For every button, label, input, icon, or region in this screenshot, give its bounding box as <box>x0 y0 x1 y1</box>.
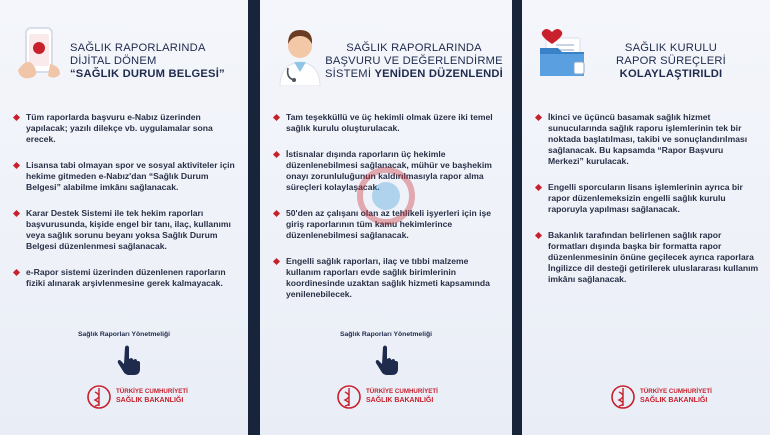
phone-icon <box>12 24 68 84</box>
list-item-text: Tam teşekküllü ve üç hekimli olmak üzere iki temel sağlık kurulu oluşturulacak. <box>286 112 493 133</box>
doctor-icon <box>272 24 328 84</box>
title-line-3 <box>322 68 506 81</box>
list-item <box>274 256 502 300</box>
hand-pointer-icon <box>374 343 400 375</box>
watermark-logo-icon <box>356 166 416 226</box>
logo-line-1: TÜRKİYE CUMHURİYETİ <box>116 388 188 395</box>
diamond-bullet-icon <box>13 210 20 217</box>
info-panel-digital <box>0 0 248 435</box>
logo-line-2: SAĞLIK BAKANLIĞI <box>640 397 708 404</box>
ministry-logo-icon <box>86 380 206 416</box>
diamond-bullet-icon <box>13 114 20 121</box>
logo-line-1: TÜRKİYE CUMHURİYETİ <box>640 388 712 395</box>
title-line-2: RAPOR SÜREÇLERİ <box>616 55 726 67</box>
info-panel-board <box>522 0 770 435</box>
logo-line-2: SAĞLIK BAKANLIĞI <box>116 397 184 404</box>
list-item-text: 50'den az çalışanı olan az tehlikeli işyerleri için işe giriş raporlarının tüm kamu hekimlerince düzenlenebilmesi sağlanacak. <box>286 208 492 240</box>
diamond-bullet-icon <box>273 151 280 158</box>
panel-title <box>322 42 506 81</box>
diamond-bullet-icon <box>535 114 542 121</box>
title-line-2: DİJİTAL DÖNEM <box>70 55 157 67</box>
regulation-link[interactable]: Sağlık Raporları Yönetmeliği <box>339 331 433 338</box>
diamond-bullet-icon <box>273 114 280 121</box>
list-item-text: e-Rapor sistemi üzerinden düzenlenen raporların fiziki alınarak arşivlenmesine gerek kalmayacak. <box>26 267 226 288</box>
list-item-text: İkinci ve üçüncü basamak sağlık hizmet sunucularında sağlık raporu işlemlerinin tek bir noktada başlatılması, takibi ve sonuçlandırılması sağlanacak. Bu kapsamda “Rapor Başvuru Merkezi” kurulacak. <box>548 112 748 166</box>
diamond-bullet-icon <box>535 232 542 239</box>
title-line-1: SAĞLIK RAPORLARINDA <box>70 42 206 54</box>
diamond-bullet-icon <box>273 258 280 265</box>
hand-pointer-icon <box>116 343 142 375</box>
panel-header <box>260 18 512 90</box>
list-item-text: Lisansa tabi olmayan spor ve sosyal aktiviteler için hekime gitmeden e-Nabız'dan “Sağlık Durum Belgesi” alabilme imkânı sağlanacak. <box>26 160 235 192</box>
list-item-text: Bakanlık tarafından belirlenen sağlık rapor formatları dışında başka bir formatta rapor düzenlenmesinin önüne geçilecek ayrıca raporlara İngilizce dil desteği getirilerek uluslararası kullanım imkânı sağlanacak. <box>548 230 759 284</box>
list-item <box>536 182 760 215</box>
bullet-list <box>536 112 760 300</box>
list-item <box>14 208 238 252</box>
bullet-list <box>14 112 238 304</box>
title-line-3: “SAĞLIK DURUM BELGESİ” <box>70 68 225 80</box>
list-item <box>14 112 238 145</box>
list-item-text: Engelli sporcuların lisans işlemlerinin ayrıca bir rapor düzenlemeksizin engelli sağlık kurulu raporuyla yapılması sağlanacak. <box>548 182 743 214</box>
list-item-text: Karar Destek Sistemi ile tek hekim raporları başvurusunda, kişide engel bir tanı, ilaç, kullanımı veya sağlık sorunu beyanı yoksa Sağlık Durum Belgesi düzenlenmesi sağlanacak. <box>26 208 231 251</box>
list-item <box>14 160 238 193</box>
list-item-text: İstisnalar dışında raporların üç hekimle düzenlenebilmesi sağlanacak, mühür ve başhekim onayı zorunluluğunun kaldırılmasıyla rapor alma süreçleri kolaylaşacak. <box>286 149 492 192</box>
panel-title <box>70 42 242 81</box>
list-item <box>536 112 760 167</box>
list-item <box>14 267 238 289</box>
panel-header <box>0 18 248 90</box>
regulation-link[interactable]: Sağlık Raporları Yönetmeliği <box>77 331 171 338</box>
list-item-text: Engelli sağlık raporları, ilaç ve tıbbi malzeme kullanım raporları evde sağlık birimlerinin koordinesinde uzaktan sağlık hizmeti kapsamında yenilenebilecek. <box>286 256 490 299</box>
panel-title <box>578 42 764 81</box>
list-item-text: Tüm raporlarda başvuru e-Nabız üzerinden yapılacak; yazılı dilekçe vb. uygulamalar sona erecek. <box>26 112 213 144</box>
title-line-1: SAĞLIK RAPORLARINDA <box>346 42 482 54</box>
title-line-1: SAĞLIK KURULU <box>624 42 718 54</box>
diamond-bullet-icon <box>273 210 280 217</box>
title-line-3-bold: YENİDEN DÜZENLENDİ <box>374 68 503 80</box>
ministry-logo-icon <box>610 380 730 416</box>
list-item <box>274 112 502 134</box>
logo-line-1: TÜRKİYE CUMHURİYETİ <box>366 388 438 395</box>
title-line-3-plain: SİSTEMİ <box>324 68 375 80</box>
title-line-3: KOLAYLAŞTIRILDI <box>619 68 723 80</box>
title-line-2: BAŞVURU VE DEĞERLENDİRME <box>325 55 503 67</box>
list-item <box>536 230 760 285</box>
logo-line-2: SAĞLIK BAKANLIĞI <box>366 397 434 404</box>
diamond-bullet-icon <box>13 162 20 169</box>
ministry-logo-icon <box>336 380 456 416</box>
diamond-bullet-icon <box>13 269 20 276</box>
diamond-bullet-icon <box>535 184 542 191</box>
panel-header <box>522 18 770 90</box>
